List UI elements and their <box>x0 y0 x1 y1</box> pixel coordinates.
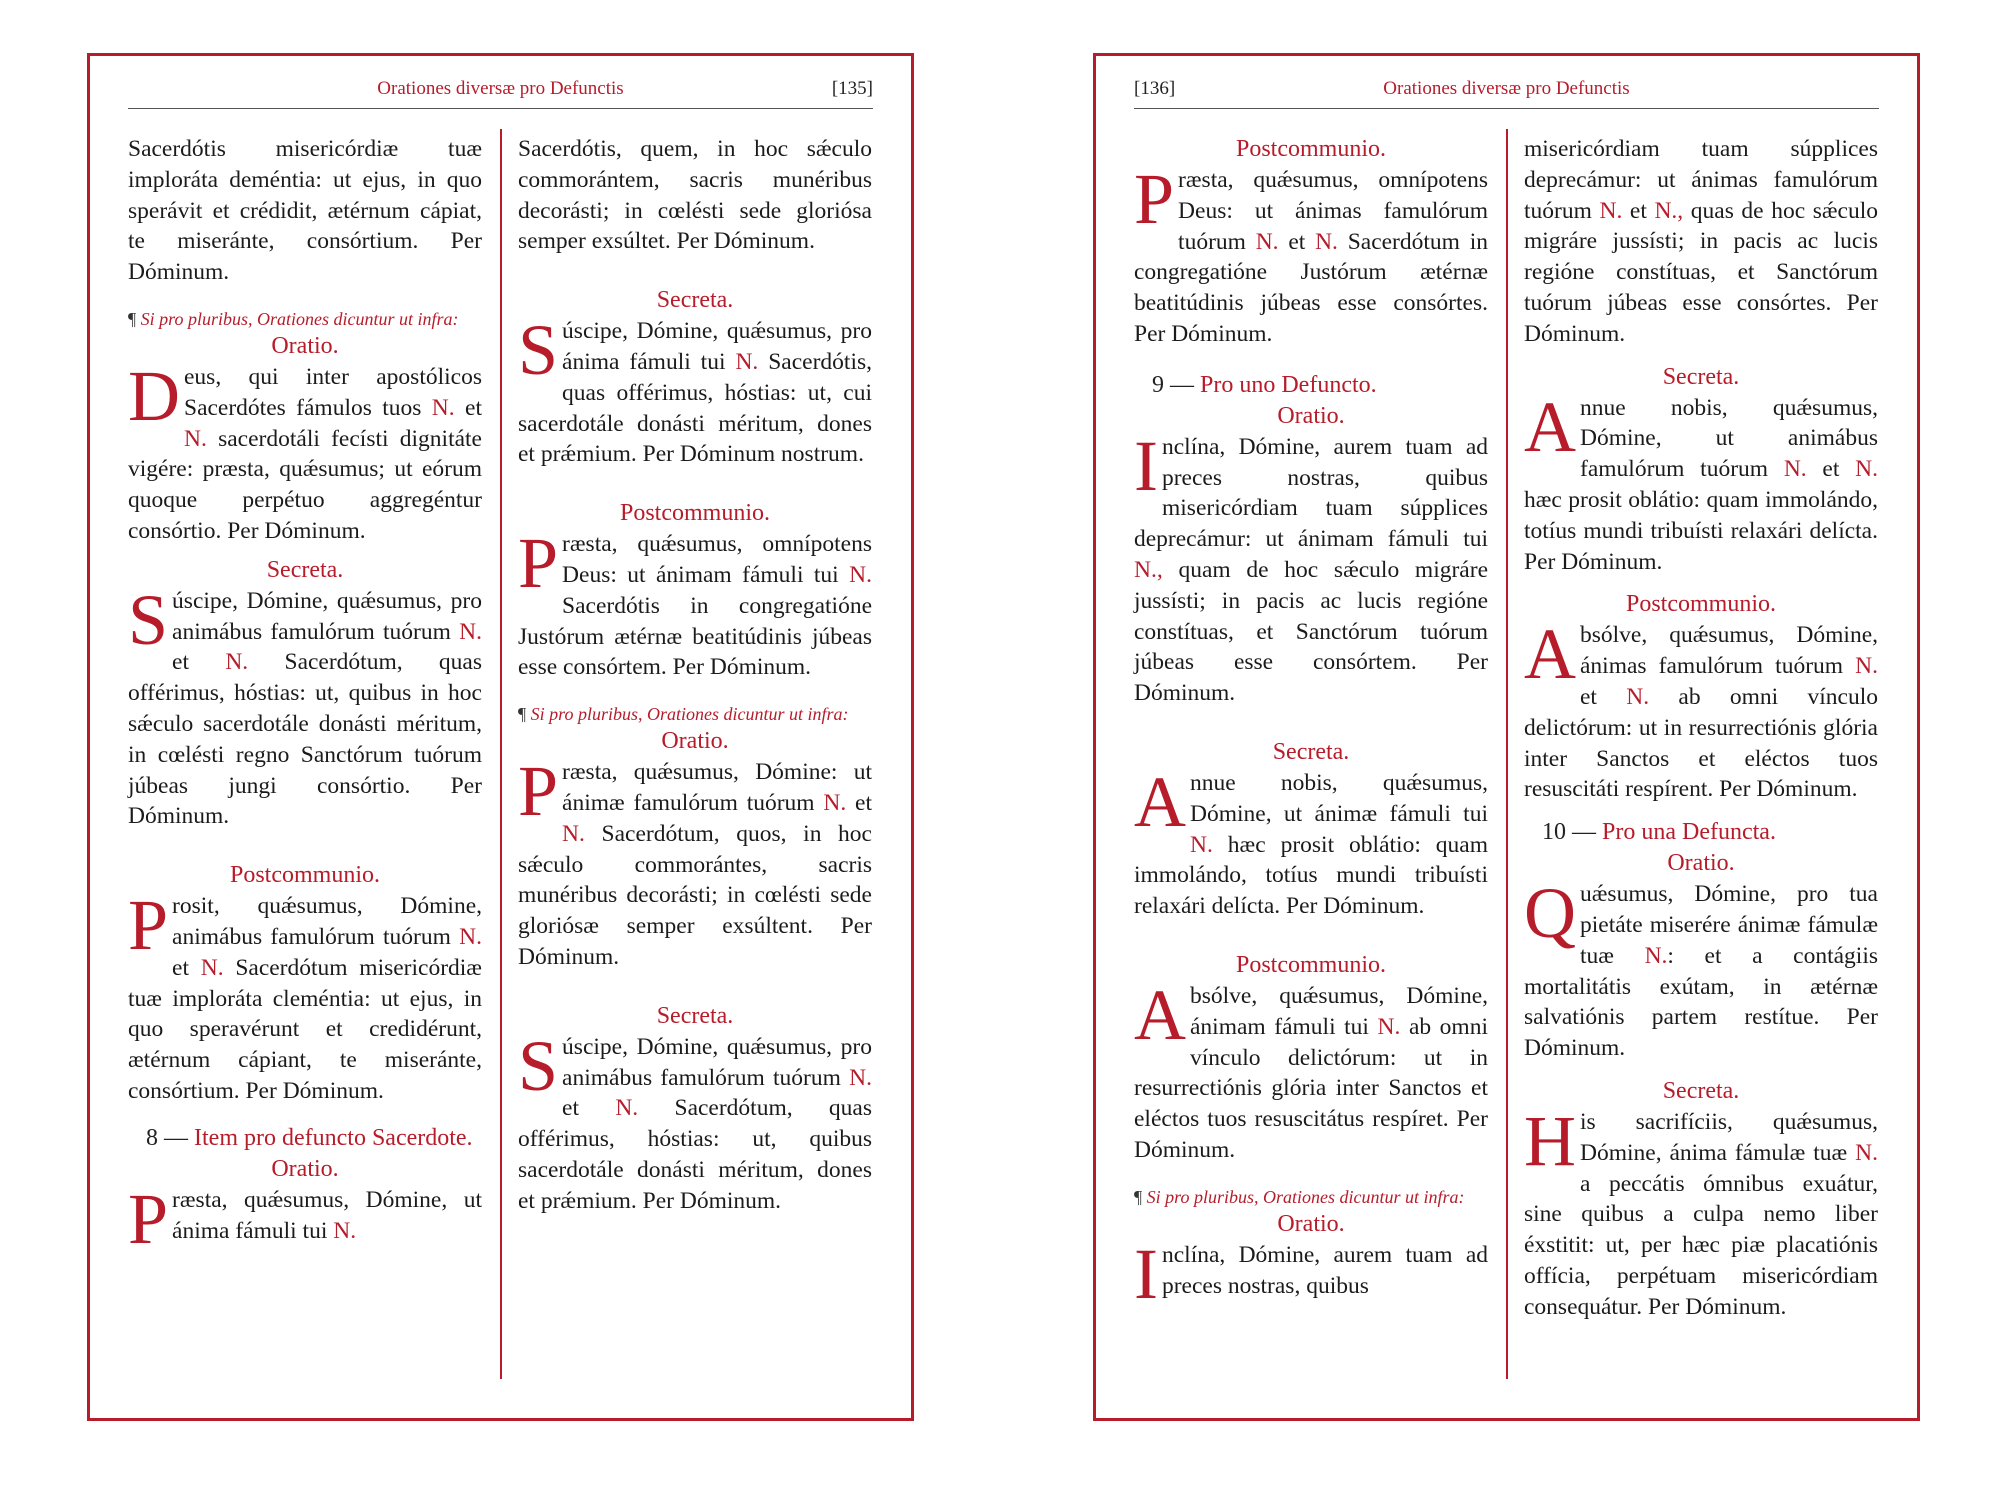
column-divider <box>1506 129 1508 1379</box>
running-header <box>128 70 873 109</box>
prayer-secreta: Súscipe, Dómine, quǽsumus, pro animábus famulórum tuórum N. et N. Sacerdótum, quas offérimus, hóstias: ut, quibus in hoc sǽculo sacerdotále donásti méritum, in cœlésti regno Sanctórum tuórum júbeas jungi consórtio. Per Dóminum. <box>128 579 482 830</box>
section-heading-9: 9 — Pro uno Defuncto. <box>1152 371 1377 398</box>
section-heading-10: 10 — Pro una Defuncta. <box>1542 819 1776 846</box>
prayer-postcommunio: Prosit, quǽsumus, Dómine, animábus famulórum tuórum N. et N. Sacerdótum misericórdiæ tuæ imploráta cleméntia: ut ejus, in quo speravérunt et credidérunt, ætérnum cápiant, te miseránte, consórtium. Per Dóminum. <box>128 885 482 1104</box>
heading-secreta: Secreta. <box>1272 738 1350 765</box>
drop-cap: P <box>128 1178 169 1259</box>
paragraph: misericórdiam tuam súpplices deprecámur: ut ánimas famulórum tuórum N. et N., quas de hoc sǽculo migráre jussísti; in pacis ac lucis regióne constítuas, et Sanctórum tuórum júbeas esse consórtes. Per Dóminum. <box>1524 136 1878 347</box>
drop-cap: S <box>518 1025 559 1106</box>
header-title: Orationes diversæ pro Defunctis <box>377 78 624 99</box>
page-number: [136] <box>1134 78 1176 99</box>
drop-cap: A <box>1524 614 1576 695</box>
heading-secreta: Secreta. <box>656 1002 734 1029</box>
drop-cap: P <box>518 523 559 604</box>
right-page-column-2 <box>1524 134 1878 1323</box>
drop-cap: A <box>1134 761 1186 842</box>
drop-cap: A <box>1134 974 1186 1055</box>
section-heading-8: 8 — Item pro defuncto Sacerdote. <box>146 1124 473 1151</box>
heading-oratio: Oratio. <box>1667 850 1735 877</box>
prayer-postcommunio: Præsta, quǽsumus, omnípotens Deus: ut ánimas famulórum tuórum N. et N. Sacerdótum in congregatióne Justórum ætérnæ beatitúdinis júbeas esse consórtes. Per Dóminum. <box>1134 159 1488 347</box>
prayer-secreta: His sacrifíciis, quǽsumus, Dómine, ánima fámulæ tuæ N. a peccátis ómnibus exuátur, sine quibus a culpa nemo liber éxstitit: ut, per hæc piæ placatiónis offícia, perpétuam misericórdiam consequátur. Per Dóminum. <box>1524 1100 1878 1320</box>
heading-secreta: Secreta. <box>1662 363 1740 390</box>
heading-oratio: Oratio. <box>1277 402 1345 429</box>
prayer-oratio: Præsta, quǽsumus, Dómine, ut ánima fámuli tui N. <box>128 1178 482 1259</box>
drop-cap: S <box>128 579 169 660</box>
rubric-note: ¶ Si pro pluribus, Orationes dicuntur ut infra: <box>128 308 459 329</box>
prayer-secreta: Súscipe, Dómine, quǽsumus, pro ánima fámuli tui N. Sacerdótis, quas offérimus, hóstias: ut, cui sacerdotále donásti méritum, dones et prǽmium. Per Dóminum nostrum. <box>518 310 872 468</box>
prayer-oratio: Deus, qui inter apostólicos Sacerdótes fámulos tuos N. et N. sacerdotáli fecísti dignitáte vigére: præsta, quǽsumus; ut eórum quoque perpétuo aggregéntur consórtio. Per Dóminum. <box>128 355 482 544</box>
column-divider <box>500 129 502 1379</box>
rubric-note: ¶ Si pro pluribus, Orationes dicuntur ut infra: <box>1134 1186 1465 1207</box>
heading-oratio: Oratio. <box>1277 1210 1345 1237</box>
running-header <box>1134 70 1879 109</box>
page-number: [135] <box>831 78 873 99</box>
prayer-secreta: Súscipe, Dómine, quǽsumus, pro animábus famulórum tuórum N. et N. Sacerdótum, quas offérimus, hóstias: ut, quibus sacerdotále donásti méritum, dones et prǽmium. Per Dóminum. <box>518 1025 872 1214</box>
drop-cap: A <box>1524 386 1576 467</box>
drop-cap: I <box>1134 425 1158 506</box>
prayer-oratio: Quǽsumus, Dómine, pro tua pietáte miserére ánimæ fámulæ tuæ N.: et a contágiis mortalitátis exútam, in ætérnæ salvatiónis partem restítue. Per Dóminum. <box>1524 873 1878 1062</box>
heading-secreta: Secreta. <box>266 556 344 583</box>
drop-cap: P <box>128 885 169 966</box>
right-page <box>1093 53 1920 1421</box>
prayer-oratio: Præsta, quǽsumus, Dómine: ut ánimæ famulórum tuórum N. et N. Sacerdótum, quos, in hoc sǽculo commorántes, sacris munéribus decorásti; in cœlésti sede gloriósæ semper exsúltent. Per Dóminum. <box>518 751 872 970</box>
drop-cap: P <box>1134 159 1175 239</box>
drop-cap: D <box>128 355 180 436</box>
left-page <box>87 53 914 1421</box>
heading-oratio: Oratio. <box>271 332 339 359</box>
heading-postcommunio: Postcommunio. <box>619 500 770 527</box>
left-page-column-2 <box>518 134 872 1217</box>
prayer-secreta: Annue nobis, quǽsumus, Dómine, ut ánimæ fámuli tui N. hæc prosit oblátio: quam immolándo, totíus mundi tribuísti relaxári delícta. Per Dóminum. <box>1134 761 1488 920</box>
prayer-postcommunio: Absólve, quǽsumus, Dómine, ánimam fámuli tui N. ab omni vínculo delictórum: ut in resurrectiónis glória inter Sanctos et eléctos tuos resuscitátus respíret. Per Dóminum. <box>1134 974 1488 1163</box>
heading-postcommunio: Postcommunio. <box>1625 591 1776 618</box>
drop-cap: S <box>518 310 559 391</box>
heading-oratio: Oratio. <box>661 728 729 755</box>
heading-postcommunio: Postcommunio. <box>229 862 380 889</box>
prayer-oratio: Inclína, Dómine, aurem tuam ad preces nostras, quibus <box>1134 1233 1488 1314</box>
prayer-postcommunio: Præsta, quǽsumus, omnípotens Deus: ut ánimam fámuli tui N. Sacerdótis in congregatióne Justórum ætérnæ beatitúdinis júbeas esse consórtem. Per Dóminum. <box>518 523 872 681</box>
prayer-secreta: Annue nobis, quǽsumus, Dómine, ut animábus famulórum tuórum N. et N. hæc prosit oblátio: quam immolándo, totíus mundi tribuísti relaxári delícta. Per Dóminum. <box>1524 386 1878 575</box>
header-title: Orationes diversæ pro Defunctis <box>1383 78 1630 99</box>
paragraph: Sacerdótis, quem, in hoc sǽculo commorántem, sacris munéribus decorásti; in cœlésti sede gloriósa semper exsúltet. Per Dóminum. <box>518 136 872 255</box>
heading-oratio: Oratio. <box>271 1155 339 1182</box>
paragraph: Sacerdótis misericórdiæ tuæ imploráta deméntia: ut ejus, in quo sperávit et crédidit, ætérnum cápiat, te miseránte, consórtium. Per Dóminum. <box>128 136 482 286</box>
right-page-column-1 <box>1134 134 1488 1314</box>
heading-postcommunio: Postcommunio. <box>1235 136 1386 162</box>
drop-cap: Q <box>1524 873 1576 954</box>
left-page-column-1 <box>128 134 482 1259</box>
rubric-note: ¶ Si pro pluribus, Orationes dicuntur ut infra: <box>518 704 849 725</box>
heading-secreta: Secreta. <box>1662 1077 1740 1104</box>
prayer-postcommunio: Absólve, quǽsumus, Dómine, ánimas famulórum tuórum N. et N. ab omni vínculo delictórum: ut in resurrectiónis glória inter Sanctos et eléctos tuos resuscitáti respírent. Per Dóminum. <box>1524 614 1878 803</box>
heading-secreta: Secreta. <box>656 287 734 314</box>
drop-cap: P <box>518 751 559 832</box>
drop-cap: I <box>1134 1233 1158 1314</box>
prayer-oratio: Inclína, Dómine, aurem tuam ad preces nostras, quibus misericórdiam tuam súpplices deprecámur: ut ánimam fámuli tui N., quam de hoc sǽculo migráre jussísti; in pacis ac lucis regióne constítuas, et Sanctórum tuórum júbeas esse consórtem. Per Dóminum. <box>1134 425 1488 707</box>
heading-postcommunio: Postcommunio. <box>1235 951 1386 978</box>
drop-cap: H <box>1524 1100 1576 1181</box>
